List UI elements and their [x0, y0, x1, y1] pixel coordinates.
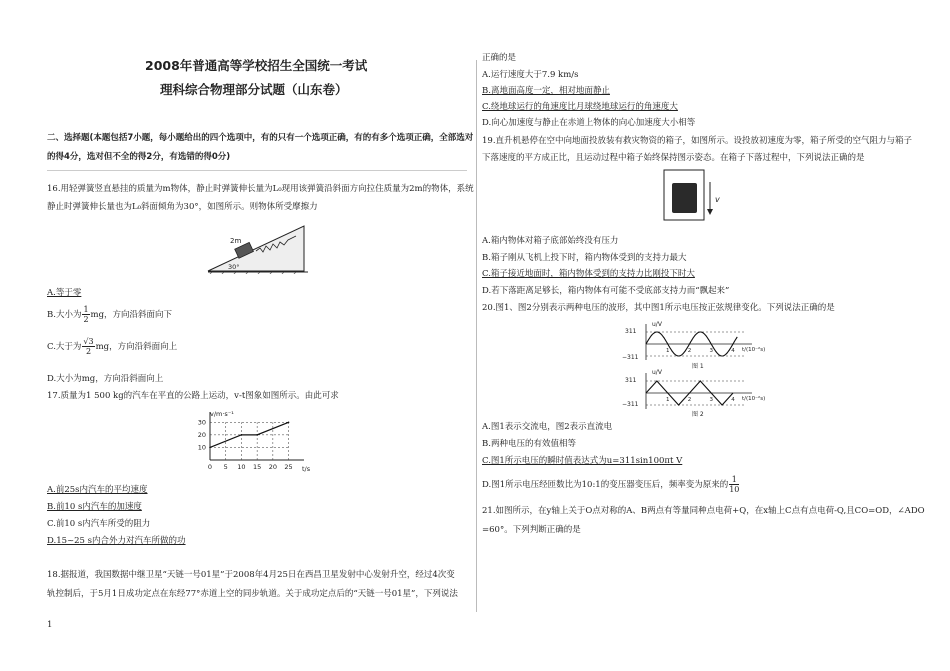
q16-option-c: C.大于为 $\frac{√3}{2}$ mg，方向沿斜面向上 [47, 337, 178, 356]
q20-stem: 20.图1、图2分别表示两种电压的波形，其中图1所示电压按正弦规律变化。下列说法正确的是 [482, 303, 835, 313]
q19-option-b: B.箱子刚从飞机上投下时，箱内物体受到的支持力最大 [482, 253, 687, 263]
vt-y-tick-label: 20 [197, 430, 206, 439]
fig1-x-tick-label: 2 [687, 348, 692, 354]
vt-data-point [288, 421, 290, 423]
q17-option-d: D.15~25 s内合外力对汽车所做的功 [47, 536, 186, 546]
section-rule [47, 170, 467, 171]
title-line-1: 2008年普通高等学校招生全国统一考试 [145, 58, 368, 73]
arrow-head [707, 209, 713, 215]
q19-box-figure [662, 168, 724, 224]
q20-option-a: A.图1表示交流电，图2表示直流电 [482, 422, 613, 432]
q17-option-b: B.前10 s内汽车的加速度 [47, 502, 142, 512]
q20-option-c: C.图1所示电压的瞬时值表达式为u=311sin100πt V [482, 456, 683, 466]
fig1-x-tick-label: 4 [731, 348, 735, 354]
q16-stem-line-1: 16.用轻弹簧竖直悬挂的质量为m物体，静止时弹簧伸长量为L₀现用该弹簧沿斜面方向拉住质量为2m的物体，系统 [47, 184, 474, 194]
vt-data-point [241, 434, 243, 436]
q18-option-a: A.运行速度大于7.9 km/s [482, 70, 579, 80]
vt-x-tick-label: 10 [237, 463, 246, 471]
vt-x-tick-label: 5 [223, 463, 228, 471]
vt-x-tick-label: 25 [284, 463, 293, 471]
q18-option-c: C.绕地球运行的角速度比月球绕地球运行的角速度大 [482, 102, 678, 112]
q19-option-a: A.箱内物体对箱子底部始终没有压力 [482, 236, 619, 246]
q20-option-d: D.图1所示电压经匝数比为10:1的变压器变压后，频率变为原来的 $\frac{1}{10}$ [482, 475, 740, 494]
velocity-label: v [715, 195, 720, 204]
q19-option-c: C.箱子接近地面时，箱内物体受到的支持力比刚投下时大 [482, 269, 695, 279]
q18-stem-line-2: 轨控制后，于5月1日成功定点在东经77°赤道上空的同步轨道。关于成功定点后的“天链一号01星”，下列说法 [47, 589, 458, 599]
fig2-x-tick-label: 1 [665, 397, 670, 403]
q17-option-a: A.前25s内汽车的平均速度 [47, 485, 148, 495]
q19-stem-line-2: 下落速度的平方成正比，且运动过程中箱子始终保持图示姿态。在箱子下落过程中，下列说法正确的是 [482, 153, 865, 163]
vt-x-tick-label: 0 [207, 463, 213, 471]
vt-x-tick-label: 15 [253, 463, 262, 471]
fig2-caption: 图 2 [692, 411, 704, 418]
vt-y-tick-label: 10 [197, 443, 206, 452]
page-number: 1 [47, 620, 53, 630]
fig1-y-label: u/V [652, 321, 662, 328]
fig2-neg-amp: −311 [622, 401, 639, 408]
q20-waveform-figures [622, 318, 777, 420]
vt-x-axis-label: t/s [302, 465, 311, 473]
fig2-x-tick-label: 4 [731, 397, 735, 403]
fig2-x-label: t/(10⁻²s) [742, 396, 766, 402]
column-divider [476, 60, 477, 612]
q18-stem-line-1: 18.据报道，我国数据中继卫星“天链一号01星”于2008年4月25日在西昌卫星发射中心发射升空，经过4次变 [47, 570, 455, 580]
angle-label: 30° [228, 263, 240, 271]
vt-x-tick-label: 20 [268, 463, 277, 471]
fig1-x-tick-label: 3 [709, 348, 713, 354]
fig1-x-label: t/(10⁻²s) [742, 347, 766, 353]
fig1-pos-amp: 311 [625, 328, 637, 335]
fig2-pos-amp: 311 [625, 377, 637, 384]
vt-data-point [256, 434, 258, 436]
title-line-2: 理科综合物理部分试题（山东卷） [160, 82, 348, 97]
q20-option-b: B.两种电压的有效值相等 [482, 439, 576, 449]
q18-stem-line-3: 正确的是 [482, 53, 517, 63]
q16-option-d: D.大小为mg，方向沿斜面向上 [47, 374, 164, 384]
vt-data-point [209, 447, 211, 449]
q17-vt-chart [192, 408, 317, 476]
q16-incline-figure [200, 222, 310, 274]
incline [208, 226, 304, 271]
fig1-x-tick-label: 1 [665, 348, 670, 354]
q18-option-b: B.离地面高度一定，相对地面静止 [482, 86, 610, 96]
q16-option-a: A.等于零 [47, 288, 82, 298]
fig1-neg-amp: −311 [622, 354, 639, 361]
q19-option-d: D.若下落距离足够长，箱内物体有可能不受底部支持力而“飘起来” [482, 286, 730, 296]
q17-option-c: C.前10 s内汽车所受的阻力 [47, 519, 151, 529]
vt-y-axis-label: v/m·s⁻¹ [210, 410, 234, 418]
vt-y-tick-label: 30 [197, 418, 206, 427]
box-content [672, 183, 697, 213]
q16-option-b: B.大小为 $\frac{1}{2}$ mg，方向沿斜面向下 [47, 305, 173, 324]
fig2-x-tick-label: 2 [687, 397, 692, 403]
q16-stem-line-2: 静止时弹簧伸长量也为L₀斜面倾角为30°，如图所示。则物体所受摩擦力 [47, 202, 318, 212]
fig1-caption: 图 1 [692, 363, 704, 370]
vt-series-line [210, 422, 289, 447]
q19-stem-line-1: 19.直升机悬停在空中向地面投放装有救灾物资的箱子，如图所示。设投放初速度为零，箱子所受的空气阻力与箱子 [482, 136, 913, 146]
q21-stem-line-1: 21.如图所示，在y轴上关于O点对称的A、B两点有等量同种点电荷+Q，在x轴上C点有点电荷-Q,且CO=OD，∠ADO [482, 506, 925, 516]
fig2-x-tick-label: 3 [709, 397, 713, 403]
section-heading-line-2: 的得4分，选对但不全的得2分，有选错的得0分) [47, 152, 231, 162]
section-heading-line-1: 二、选择题(本题包括7小题，每小题给出的四个选项中，有的只有一个选项正确，有的有多个选项正确，全部选对 [47, 133, 474, 143]
q18-option-d: D.向心加速度与静止在赤道上物体的向心加速度大小相等 [482, 118, 696, 128]
mass-label: 2m [230, 237, 242, 245]
fig2-y-label: u/V [652, 369, 662, 376]
q21-stem-line-2: =60°。下列判断正确的是 [482, 525, 581, 535]
q17-stem: 17.质量为1 500 kg的汽车在平直的公路上运动，v-t图象如图所示。由此可求 [47, 391, 339, 401]
